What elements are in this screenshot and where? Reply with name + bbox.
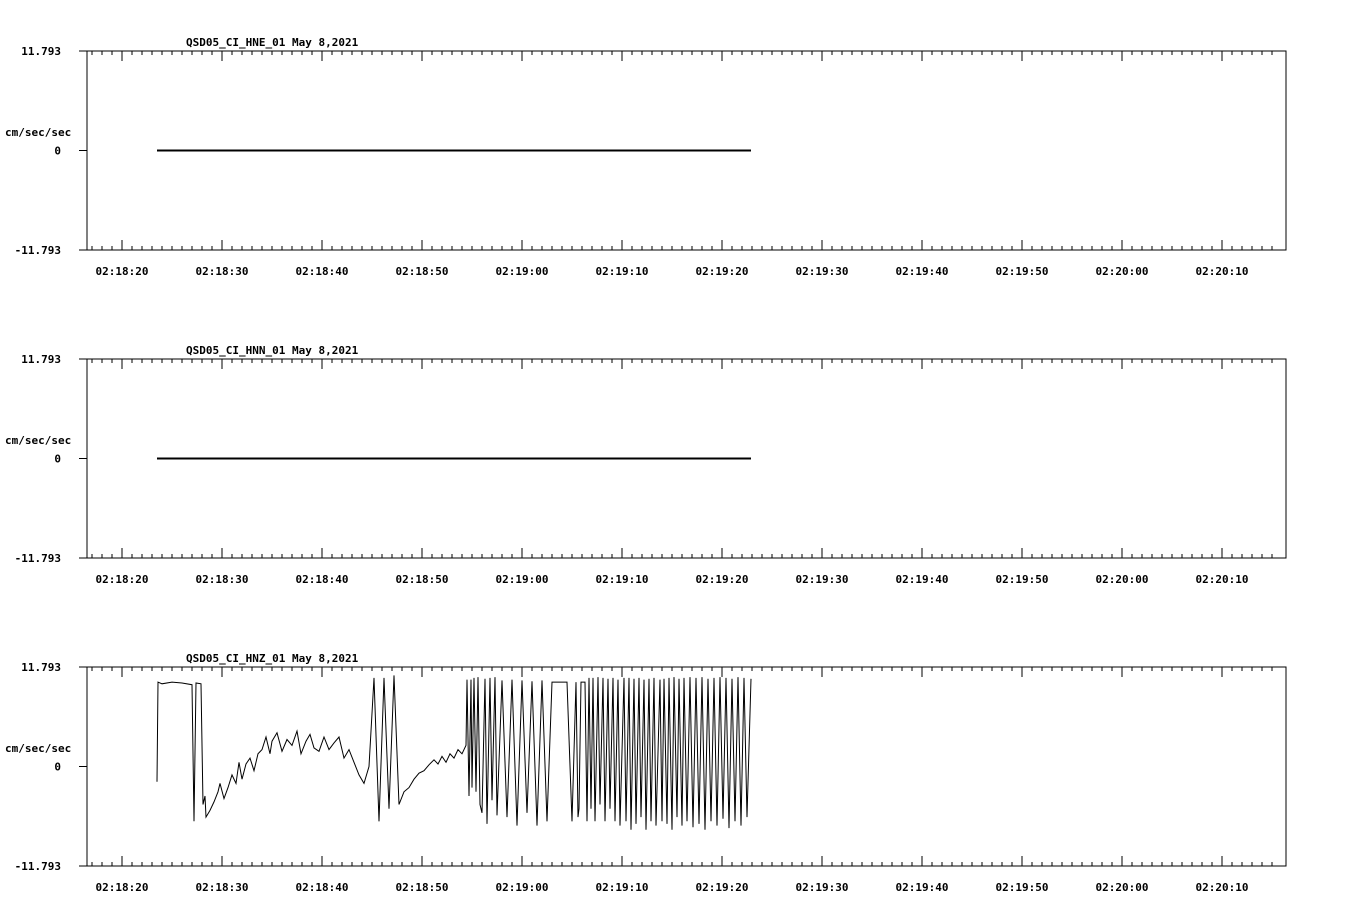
x-tick-label: 02:19:00 [495,573,549,586]
x-tick-label: 02:19:20 [695,573,749,586]
panel-hnn [5,344,1286,586]
y-tick-label: 0 [54,144,61,158]
x-tick-label: 02:19:50 [995,881,1049,894]
x-tick-label: 02:19:40 [895,265,949,278]
y-tick-label: -11.793 [14,244,61,257]
x-tick-label: 02:19:30 [795,881,849,894]
plot-frame [87,667,1286,866]
y-axis-label: cm/sec/sec [5,434,72,447]
x-tick-label: 02:19:40 [895,881,949,894]
x-tick-label: 02:19:50 [995,265,1049,278]
x-tick-label: 02:19:10 [595,265,649,278]
x-tick-label: 02:20:00 [1095,265,1149,278]
y-axis-label: cm/sec/sec [5,742,72,755]
y-tick-label: 0 [54,452,61,466]
x-tick-label: 02:19:00 [495,881,549,894]
x-tick-label: 02:20:10 [1195,265,1249,278]
x-tick-label: 02:18:40 [295,265,349,278]
x-tick-label: 02:19:00 [495,265,549,278]
x-tick-label: 02:18:50 [395,881,449,894]
x-tick-label: 02:19:20 [695,265,749,278]
y-tick-label: -11.793 [14,552,61,565]
x-tick-label: 02:19:10 [595,881,649,894]
panel-title: QSD05_CI_HNN_01 May 8,2021 [186,344,359,357]
y-tick-label: 11.793 [21,353,61,366]
x-tick-label: 02:19:50 [995,573,1049,586]
y-tick-label: 11.793 [21,45,61,58]
series-line [157,675,751,829]
x-tick-label: 02:18:50 [395,265,449,278]
y-tick-label: 0 [54,760,61,774]
x-tick-label: 02:19:10 [595,573,649,586]
x-tick-label: 02:20:00 [1095,573,1149,586]
panel-title: QSD05_CI_HNE_01 May 8,2021 [186,36,359,49]
x-tick-label: 02:18:30 [195,881,249,894]
panel-hne [5,36,1286,278]
x-tick-label: 02:18:40 [295,881,349,894]
x-tick-label: 02:19:30 [795,265,849,278]
y-tick-label: -11.793 [14,860,61,873]
x-tick-label: 02:19:20 [695,881,749,894]
y-tick-label: 11.793 [21,661,61,674]
x-tick-label: 02:18:40 [295,573,349,586]
x-tick-label: 02:20:10 [1195,881,1249,894]
panel-title: QSD05_CI_HNZ_01 May 8,2021 [186,652,359,665]
x-tick-label: 02:20:10 [1195,573,1249,586]
x-tick-label: 02:20:00 [1095,881,1149,894]
y-axis-label: cm/sec/sec [5,126,72,139]
panel-hnz [5,652,1286,894]
x-tick-label: 02:19:30 [795,573,849,586]
x-tick-label: 02:18:30 [195,573,249,586]
x-tick-label: 02:18:30 [195,265,249,278]
x-tick-label: 02:18:20 [95,573,149,586]
x-tick-label: 02:18:20 [95,265,149,278]
x-tick-label: 02:18:20 [95,881,149,894]
x-tick-label: 02:18:50 [395,573,449,586]
x-tick-label: 02:19:40 [895,573,949,586]
